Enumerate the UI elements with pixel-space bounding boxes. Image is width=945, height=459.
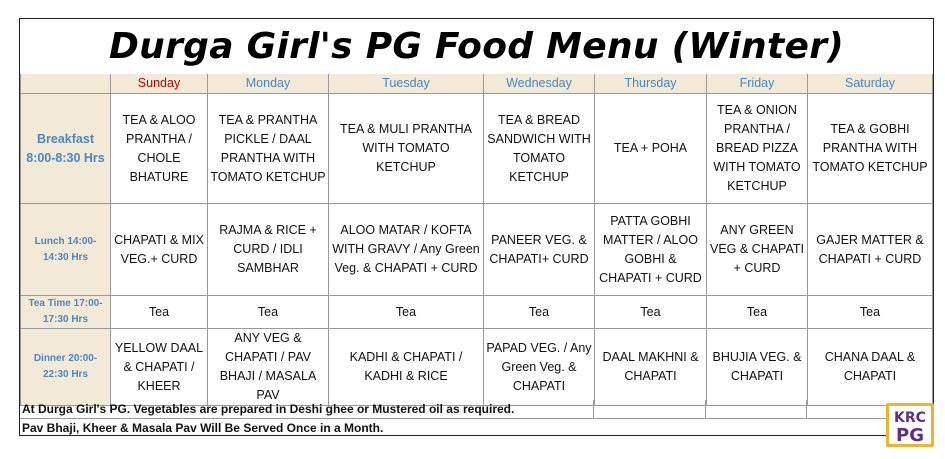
tea-monday: Tea [208, 296, 329, 329]
logo-bottom-text: PG [896, 425, 924, 446]
tea-tuesday: Tea [329, 296, 484, 329]
lunch-tuesday: ALOO MATAR / KOFTA WITH GRAVY / Any Green Veg. & CHAPATI + CURD [329, 204, 484, 296]
breakfast-wednesday: TEA & BREAD SANDWICH WITH TOMATO KETCHUP [484, 94, 595, 204]
breakfast-row [21, 94, 933, 204]
breakfast-saturday: TEA & GOBHI PRANTHA WITH TOMATO KETCHUP [808, 94, 933, 204]
day-header-sunday: Sunday [111, 74, 208, 94]
tea-sunday: Tea [111, 296, 208, 329]
dinner-row [21, 329, 933, 406]
lunch-sunday: CHAPATI & MIX VEG.+ CURD [111, 204, 208, 296]
day-header-friday: Friday [707, 74, 808, 94]
tea-label [21, 296, 111, 329]
lunch-time: 14:30 Hrs [42, 251, 89, 263]
tea-wednesday: Tea [484, 296, 595, 329]
tea-saturday: Tea [808, 296, 933, 329]
note-vegetables: At Durga Girl's PG. Vegetables are prepared in Deshi ghee or Mustered oil as required. [20, 400, 933, 419]
breakfast-friday: TEA & ONION PRANTHA / BREAD PIZZA WITH TOMATO KETCHUP [707, 94, 808, 204]
dinner-thursday: DAAL MAKHNI & CHAPATI [595, 329, 707, 406]
tea-friday: Tea [707, 296, 808, 329]
day-header-tuesday: Tuesday [329, 74, 484, 94]
day-header-thursday: Thursday [595, 74, 707, 94]
lunch-monday: RAJMA & RICE + CURD / IDLI SAMBHAR [208, 204, 329, 296]
day-header-monday: Monday [208, 74, 329, 94]
breakfast-tuesday: TEA & MULI PRANTHA WITH TOMATO KETCHUP [329, 94, 484, 204]
logo-top-text: KRC [894, 410, 926, 426]
breakfast-label [21, 94, 111, 204]
dinner-time: 22:30 Hrs [42, 369, 89, 380]
dinner-monday: ANY VEG & CHAPATI / PAV BHAJI / MASALA PAV [208, 329, 329, 406]
dinner-sunday: YELLOW DAAL & CHAPATI / KHEER [111, 329, 208, 406]
breakfast-label-line: Breakfast [37, 131, 94, 146]
tea-label-line: Tea Time 17:00- [28, 298, 103, 309]
tea-thursday: Tea [595, 296, 707, 329]
krc-pg-logo-icon [885, 402, 935, 448]
day-header-wednesday: Wednesday [484, 74, 595, 94]
lunch-label [21, 204, 111, 296]
breakfast-time: 8:00-8:30 Hrs [26, 150, 105, 165]
breakfast-monday: TEA & PRANTHA PICKLE / DAAL PRANTHA WITH TOMATO KETCHUP [208, 94, 329, 204]
note-grid-cell [593, 400, 705, 419]
lunch-label-line: Lunch 14:00- [34, 235, 97, 247]
lunch-thursday: PATTA GOBHI MATTER / ALOO GOBHI & CHAPATI + CURD [595, 204, 707, 296]
dinner-label [21, 329, 111, 406]
note-grid-cell [705, 400, 806, 419]
note-grid-cell [806, 400, 886, 419]
day-header-row [21, 74, 933, 94]
note-monthly: Pav Bhaji, Kheer & Masala Pav Will Be Served Once in a Month. [22, 421, 384, 435]
dinner-label-line: Dinner 20:00- [33, 353, 98, 364]
page-title: Durga Girl's PG Food Menu (Winter) [108, 26, 845, 67]
dinner-saturday: CHANA DAAL & CHAPATI [808, 329, 933, 406]
dinner-tuesday: KADHI & CHAPATI / KADHI & RICE [329, 329, 484, 406]
menu-sheet [19, 18, 934, 436]
tea-row [21, 296, 933, 329]
lunch-friday: ANY GREEN VEG & CHAPATI + CURD [707, 204, 808, 296]
day-header-saturday: Saturday [808, 74, 933, 94]
lunch-saturday: GAJER MATTER & CHAPATI + CURD [808, 204, 933, 296]
lunch-wednesday: PANEER VEG. & CHAPATI+ CURD [484, 204, 595, 296]
breakfast-thursday: TEA + POHA [595, 94, 707, 204]
note-grid-lines [593, 400, 886, 419]
menu-table [20, 74, 933, 406]
corner-cell [21, 74, 111, 94]
breakfast-sunday: TEA & ALOO PRANTHA / CHOLE BHATURE [111, 94, 208, 204]
tea-time: 17:30 Hrs [42, 314, 89, 325]
dinner-friday: BHUJIA VEG. & CHAPATI [707, 329, 808, 406]
lunch-row [21, 204, 933, 296]
dinner-wednesday: PAPAD VEG. / Any Green Veg. & CHAPATI [484, 329, 595, 406]
